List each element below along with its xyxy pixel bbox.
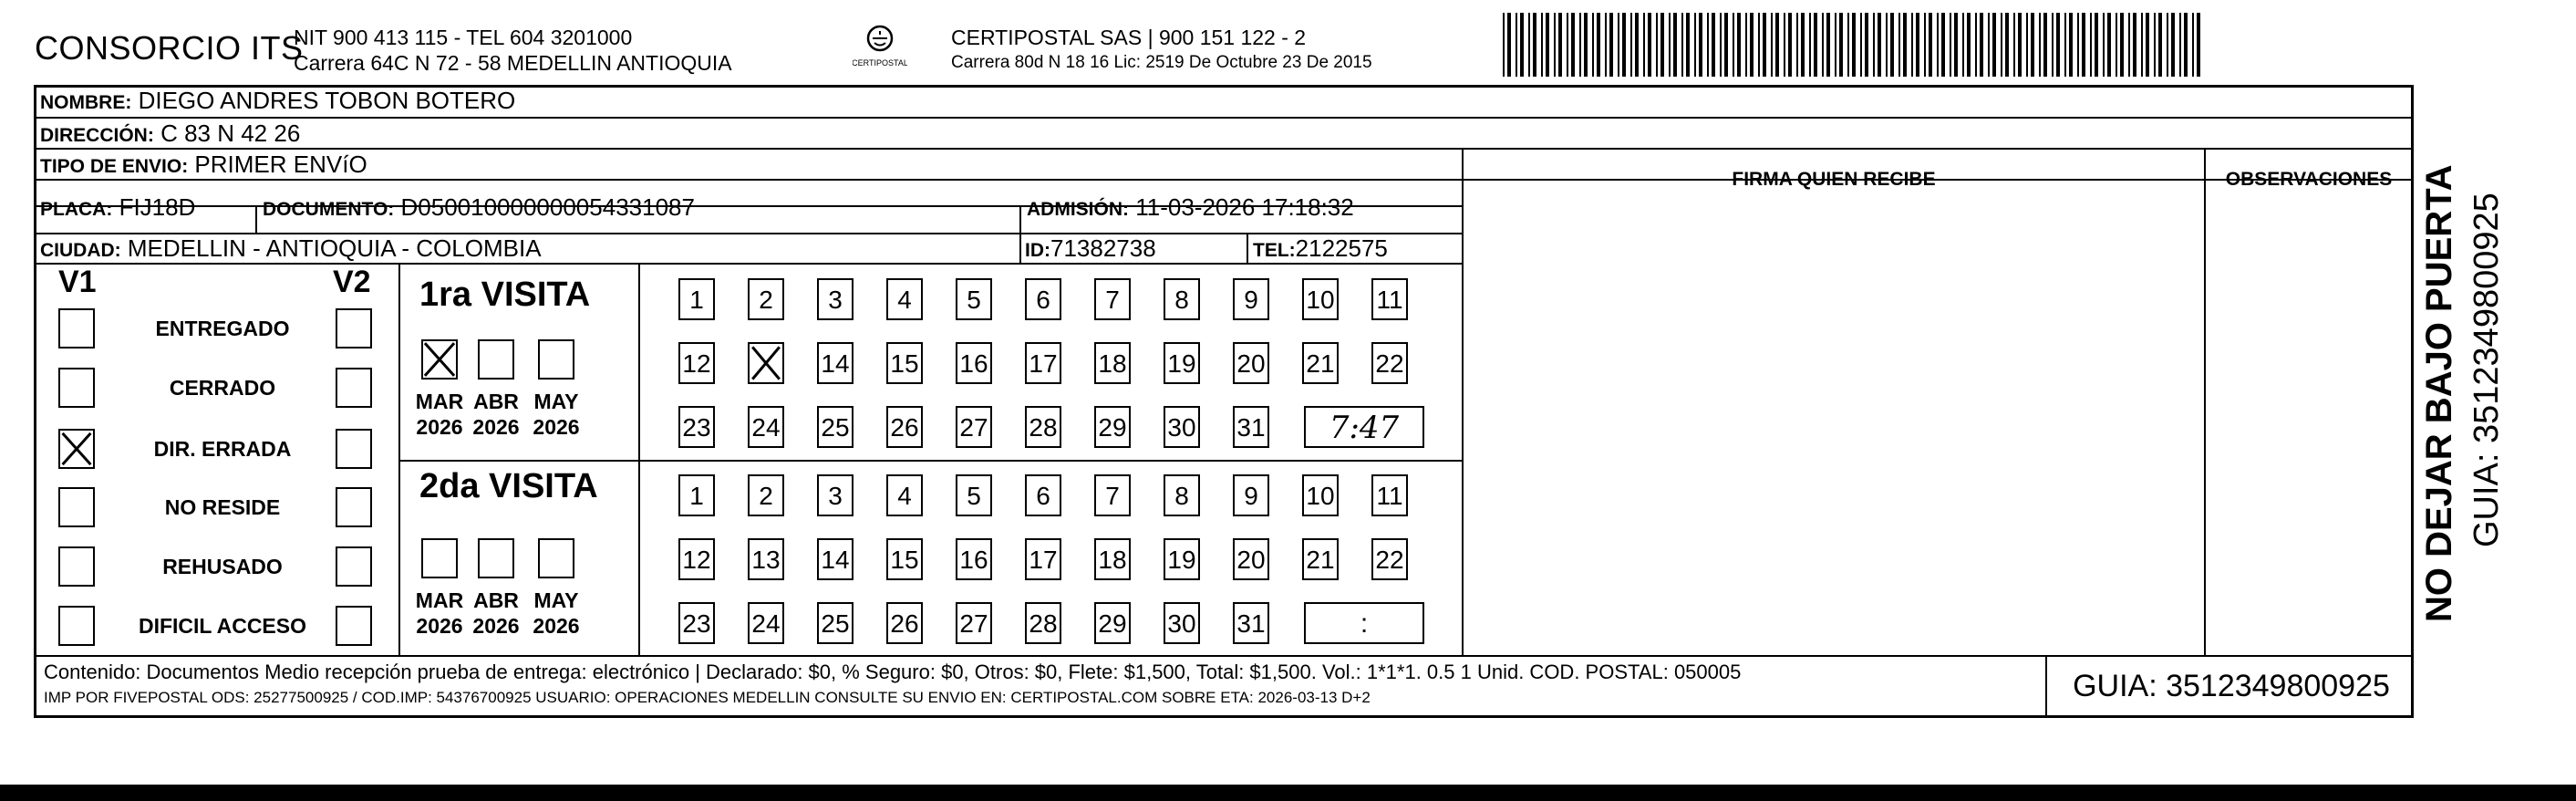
barcode-bar [1826,13,1830,77]
barcode-bar [1788,13,1792,77]
barcode-bar [1597,13,1600,77]
company-address: Carrera 64C N 72 - 58 MEDELLIN ANTIOQUIA [294,51,732,75]
barcode-bar [2179,13,2181,77]
barcode-bar [1775,13,1779,77]
year-label: 2026 [533,415,580,439]
barcode-bar [1681,13,1683,77]
day-box[interactable]: 28 [1025,602,1061,644]
barcode-bar [1694,13,1696,77]
barcode-bar [1809,13,1811,77]
barcode-bar [2090,13,2092,77]
barcode-bar [2039,13,2041,77]
barcode-bar [1656,13,1658,77]
reason-label: CERRADO [169,376,276,400]
day-box[interactable]: 8 [1164,278,1200,320]
barcode-bar [1528,13,1530,77]
barcode-bar [2005,13,2009,77]
barcode-bar [1916,13,1919,77]
barcode-bar [2026,13,2028,77]
carrier-license: Carrera 80d N 18 16 Lic: 2519 De Octubre 23 De 2015 [951,53,1372,72]
day-box[interactable]: 12 [678,342,715,384]
barcode-bar [1992,13,1996,77]
barcode-bar [1886,13,1888,77]
day-box[interactable]: 27 [956,406,992,448]
barcode-bar [2082,13,2085,77]
barcode-bar [2052,13,2054,77]
barcode-bar [1669,13,1671,77]
barcode-bar [2069,13,2073,77]
barcode-bar [1988,13,1990,77]
barcode-bar [1571,13,1575,77]
day-box[interactable]: 20 [1233,342,1269,384]
day-box[interactable]: 9 [1233,278,1269,320]
v2-checkbox[interactable] [336,429,372,469]
barcode-bar [1720,13,1722,77]
year-label: 2026 [472,614,520,638]
barcode-bar [2018,13,2022,77]
day-box[interactable]: 31 [1233,602,1269,644]
barcode-bar [1533,13,1536,77]
barcode-bar [1771,13,1773,77]
barcode-bar [1643,13,1645,77]
visit2-title: 2da VISITA [419,467,598,505]
day-box[interactable]: 29 [1094,602,1131,644]
barcode-bar [2056,13,2060,77]
barcode-bar [1579,13,1581,77]
tipo-value: PRIMER ENVíO [194,151,367,178]
barcode-bar [1750,13,1754,77]
day-box[interactable]: 5 [956,278,992,320]
barcode-bar [1712,13,1715,77]
day-box[interactable]: 15 [886,342,923,384]
nombre-row: NOMBRE: DIEGO ANDRES TOBON BOTERO [40,87,516,114]
barcode-bar [1660,13,1664,77]
barcode-bar [1796,13,1798,77]
barcode-bar [1618,13,1619,77]
day-box[interactable]: 11 [1371,278,1408,320]
month-checkbox[interactable] [421,538,458,578]
barcode-bar [2001,13,2002,77]
barcode-bar [1911,13,1913,77]
barcode-bar [1733,13,1734,77]
ciudad-value: MEDELLIN - ANTIOQUIA - COLOMBIA [127,234,542,262]
company-name: CONSORCIO ITS [35,29,304,67]
barcode-bar [1801,13,1805,77]
v1-checkbox[interactable] [58,546,95,587]
day-box[interactable]: 20 [1233,538,1269,580]
barcode-bar [1605,13,1607,77]
tel-value: 2122575 [1295,234,1388,262]
barcode-bar [1954,13,1958,77]
day-box[interactable]: 3 [817,474,853,516]
barcode-bar [1699,13,1702,77]
day-box[interactable]: 17 [1025,538,1061,580]
time-box[interactable]: 7:47 [1304,406,1424,448]
barcode-bar [1941,13,1945,77]
day-box[interactable]: 9 [1233,474,1269,516]
day-box[interactable]: 26 [886,602,923,644]
placa-row: PLACA: FIJ18D [40,193,196,221]
barcode-bar [1584,13,1588,77]
admision-row: ADMISIÓN: 11-03-2026 17:18:32 [1027,193,1354,221]
barcode-bar [2103,13,2105,77]
day-box[interactable]: 5 [956,474,992,516]
v1-checkbox[interactable] [58,368,95,408]
barcode-bar [1890,13,1894,77]
day-box[interactable]: 4 [886,278,923,320]
direccion-row: DIRECCIÓN: C 83 N 42 26 [40,120,301,147]
barcode-bar [1962,13,1964,77]
day-box[interactable]: 28 [1025,406,1061,448]
barcode-bar [2077,13,2079,77]
barcode-bar [1975,13,1977,77]
barcode-bar [2064,13,2066,77]
month-checkbox[interactable] [538,339,574,380]
v1-label: V1 [58,265,97,299]
month-label: MAR [415,390,464,413]
barcode-bar [1648,13,1651,77]
day-box[interactable]: 2 [748,474,784,516]
day-box[interactable]: 19 [1164,538,1200,580]
barcode-bar [2154,13,2156,77]
barcode-bar [1758,13,1760,77]
barcode-bar [1950,13,1951,77]
barcode-bar [1898,13,1900,77]
day-box[interactable]: 7 [1094,278,1131,320]
day-box[interactable]: 29 [1094,406,1131,448]
day-box[interactable]: 10 [1302,474,1339,516]
v2-label: V2 [333,265,371,299]
v1-checkbox[interactable] [58,487,95,527]
barcode-bar [1835,13,1836,77]
v2-checkbox[interactable] [336,487,372,527]
month-checkbox[interactable] [478,538,514,578]
barcode-bar [1852,13,1856,77]
reason-label: NO RESIDE [164,495,281,519]
direccion-value: C 83 N 42 26 [160,120,301,147]
footer-guia: GUIA: 3512349800925 [2045,655,2416,718]
barcode-bar [1763,13,1766,77]
barcode-bar [1814,13,1817,77]
day-box[interactable]: 1 [678,474,715,516]
reason-label: DIFICIL ACCESO [138,614,306,638]
day-box[interactable]: 7 [1094,474,1131,516]
barcode-bar [1635,13,1639,77]
day-box[interactable]: 21 [1302,342,1339,384]
month-label: ABR [473,390,519,413]
barcode-bar [2141,13,2143,77]
id-value: 71382738 [1050,234,1156,262]
barcode-bar [1860,13,1862,77]
documento-value: D050010000000054331087 [400,193,695,221]
day-box[interactable]: 22 [1371,538,1408,580]
day-box[interactable]: 4 [886,474,923,516]
company-nit: NIT 900 413 115 - TEL 604 3201000 [294,26,633,49]
month-checkbox[interactable] [478,339,514,380]
tel-row: TEL:2122575 [1253,234,1388,262]
barcode-bar [2167,13,2168,77]
year-label: 2026 [416,614,463,638]
barcode-bar [1903,13,1907,77]
barcode-bar [2133,13,2136,77]
day-box[interactable]: 26 [886,406,923,448]
barcode-bar [1980,13,1983,77]
day-box[interactable]: 11 [1371,474,1408,516]
year-label: 2026 [533,614,580,638]
barcode-bar [1592,13,1594,77]
barcode-bar [1554,13,1556,77]
reason-label: REHUSADO [162,555,283,578]
barcode-bar [1724,13,1728,77]
day-box[interactable]: 6 [1025,474,1061,516]
tipo-row: TIPO DE ENVIO: PRIMER ENVíO [40,151,367,178]
day-box[interactable]: 25 [817,602,853,644]
day-box[interactable]: 3 [817,278,853,320]
day-box[interactable]: 1 [678,278,715,320]
v2-checkbox[interactable] [336,368,372,408]
day-box[interactable]: 30 [1164,406,1200,448]
barcode-bar [1630,13,1632,77]
certipostal-seal-icon [853,20,907,73]
barcode-bar [1929,13,1932,77]
day-box[interactable]: 30 [1164,602,1200,644]
v2-checkbox[interactable] [336,308,372,348]
barcode-bar [2171,13,2175,77]
barcode-bar [1686,13,1690,77]
barcode-bar [1878,13,1881,77]
month-label: MAR [415,588,464,612]
side-guia: GUIA: 3512349800925 [2467,192,2506,547]
barcode-bar [1622,13,1626,77]
barcode-bar [1822,13,1824,77]
day-box[interactable]: 27 [956,602,992,644]
svg-text:CERTIPOSTAL: CERTIPOSTAL [853,58,907,68]
v1-checkbox[interactable] [58,429,95,469]
barcode-bar [2107,13,2111,77]
barcode-bar [2031,13,2034,77]
day-box[interactable]: 8 [1164,474,1200,516]
year-label: 2026 [416,415,463,439]
barcode-bar [2184,13,2188,77]
day-box[interactable]: 21 [1302,538,1339,580]
barcode-bar [1503,13,1505,77]
barcode-bar [1967,13,1971,77]
barcode-bar [2013,13,2015,77]
v2-checkbox[interactable] [336,606,372,646]
barcode-bar [1937,13,1939,77]
barcode-bar [1865,13,1868,77]
reason-label: DIR. ERRADA [153,437,292,461]
barcode-bar [1745,13,1747,77]
barcode-bar [2120,13,2124,77]
day-box[interactable]: 31 [1233,406,1269,448]
day-box[interactable]: 23 [678,602,715,644]
day-box[interactable]: 24 [748,406,784,448]
visit1-title: 1ra VISITA [419,276,591,314]
day-box[interactable]: 12 [678,538,715,580]
bottom-band [0,785,2576,801]
barcode-bar [1924,13,1926,77]
firma-header: FIRMA QUIEN RECIBE [1732,169,1936,190]
v1-checkbox[interactable] [58,308,95,348]
observaciones-header: OBSERVACIONES [2225,169,2393,190]
day-box[interactable]: 6 [1025,278,1061,320]
admision-value: 11-03-2026 17:18:32 [1135,193,1354,221]
v1-checkbox[interactable] [58,606,95,646]
barcode-bar [1737,13,1741,77]
barcode-bar [1847,13,1849,77]
side-warning: NO DEJAR BAJO PUERTA [2419,164,2459,622]
barcode-bar [2197,13,2200,77]
nombre-value: DIEGO ANDRES TOBON BOTERO [138,87,516,114]
placa-value: FIJ18D [119,193,196,221]
barcode-bar [2192,13,2194,77]
barcode-bar [1673,13,1677,77]
day-box[interactable]: 24 [748,602,784,644]
day-box[interactable]: 13 [748,538,784,580]
day-box[interactable]: 14 [817,538,853,580]
barcode-bar [1784,13,1785,77]
day-box[interactable]: 16 [956,342,992,384]
barcode-bar [1839,13,1843,77]
ciudad-row: CIUDAD: MEDELLIN - ANTIOQUIA - COLOMBIA [40,234,542,262]
month-checkbox[interactable] [538,538,574,578]
month-label: MAY [533,588,579,612]
day-box[interactable]: 2 [748,278,784,320]
id-row: ID:71382738 [1025,234,1156,262]
day-box[interactable]: 14 [817,342,853,384]
day-box[interactable]: 18 [1094,342,1131,384]
barcode-bar [1507,13,1511,77]
carrier-name: CERTIPOSTAL SAS | 900 151 122 - 2 [951,26,1307,49]
barcode-icon [1503,13,2207,77]
day-box[interactable]: 18 [1094,538,1131,580]
barcode-bar [1516,13,1517,77]
day-box[interactable]: 16 [956,538,992,580]
documento-row: DOCUMENTO: D050010000000054331087 [263,193,695,221]
barcode-bar [1558,13,1562,77]
barcode-bar [2043,13,2047,77]
barcode-bar [2128,13,2130,77]
time-box[interactable]: : [1304,602,1424,644]
year-label: 2026 [472,415,520,439]
barcode-bar [2158,13,2162,77]
barcode-bar [2116,13,2117,77]
barcode-bar [1707,13,1709,77]
barcode-bar [1546,13,1549,77]
day-box[interactable]: 10 [1302,278,1339,320]
day-box[interactable]: 17 [1025,342,1061,384]
day-box[interactable]: 22 [1371,342,1408,384]
month-label: ABR [473,588,519,612]
footer-contenido: Contenido: Documentos Medio recepción prueba de entrega: electrónico | Declarado: $0, % Seguro: $0, Otros: $0, Flete: $1,500, Total: $1,500. Vol.: 1*1*1. 0.5 1 Unid. COD. POSTAL: 050005 [44,661,1742,683]
barcode-bar [1520,13,1524,77]
barcode-bar [1541,13,1543,77]
day-box[interactable] [748,342,784,384]
barcode-bar [1873,13,1875,77]
day-box[interactable]: 15 [886,538,923,580]
day-box[interactable]: 23 [678,406,715,448]
day-box[interactable]: 25 [817,406,853,448]
barcode-bar [2095,13,2098,77]
reason-label: ENTREGADO [155,317,290,340]
v2-checkbox[interactable] [336,546,372,587]
footer-imp: IMP POR FIVEPOSTAL ODS: 25277500925 / COD.IMP: 54376700925 USUARIO: OPERACIONES MEDELLIN CONSULTE SU ENVIO EN: CERTIPOSTAL.COM SOBRE ETA: 2026-03-13 D+2 [44,689,1371,706]
barcode-bar [2146,13,2149,77]
barcode-bar [1609,13,1613,77]
barcode-bar [1567,13,1568,77]
month-label: MAY [533,390,579,413]
day-box[interactable]: 19 [1164,342,1200,384]
month-checkbox[interactable] [421,339,458,380]
